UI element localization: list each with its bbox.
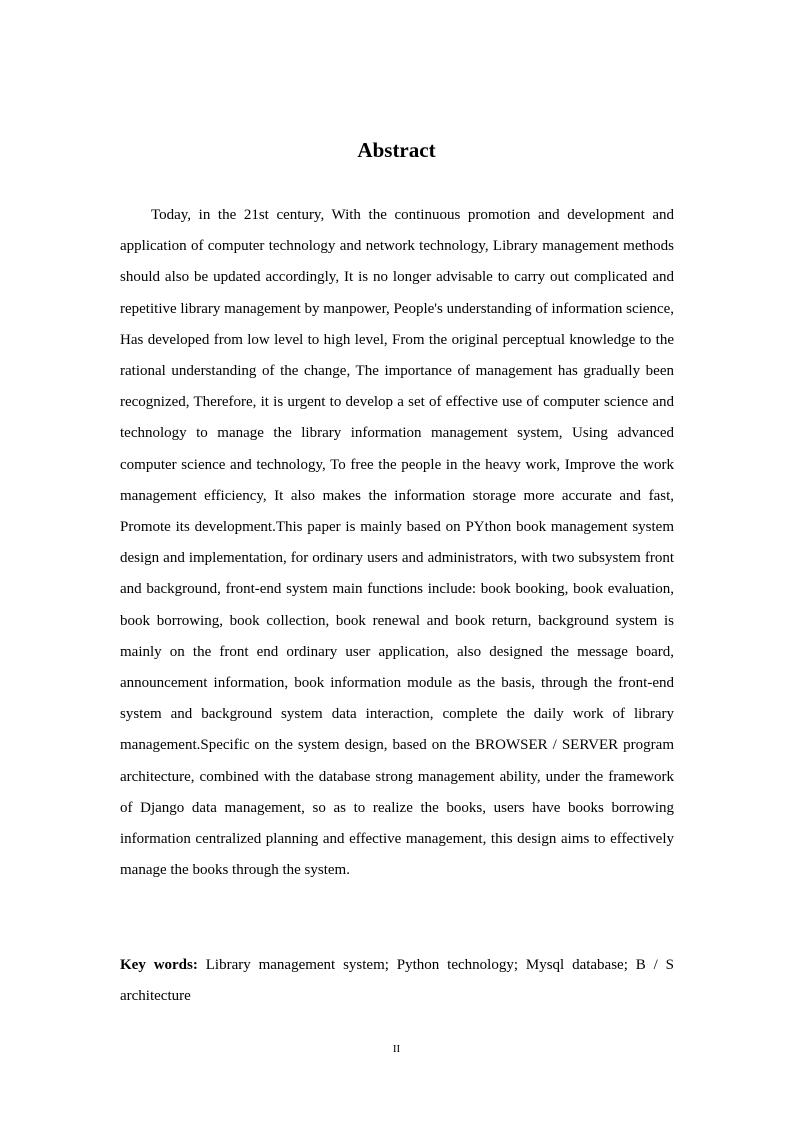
keywords-label: Key words:: [120, 957, 198, 973]
page-number: II: [392, 1043, 401, 1055]
keywords-text: Library management system; Python technology; Mysql database; B / S architecture: [120, 957, 675, 1005]
abstract-body: Today, in the 21st century, With the continuous promotion and development and application of computer technology and network technology, Library management methods should also be updated accordingly, It is no longer advisable to carry out complicated and repetitive library management by manpower, People's understanding of information science, Has developed from low level to high level, From the original perceptual knowledge to the rational understanding of the change, The importance of management has gradually been recognized, Therefore, it is urgent to develop a set of effective use of computer science and technology to manage the library information management system, Using advanced computer science and technology, To free the people in the heavy work, Improve the work management efficiency, It also makes the information storage more accurate and fast, Promote its development.This paper is mainly based on PYthon book management system design and implementation, for ordinary users and administrators, with two subsystem front and background, front-end system main functions include: book booking, book evaluation, book borrowing, book collection, book renewal and book return, background system is mainly on the front end ordinary user application, also designed the message board, announcement information, book information module as the basis, through the front-end system and background system data interaction, complete the daily work of library management.Specific on the system design, based on the BROWSER / SERVER program architecture, combined with the database strong management ability, under the framework of Django data management, so as to realize the books, users have books borrowing information centralized planning and effective management, this design aims to effectively manage the books through the system.: [120, 207, 675, 879]
abstract-title: Abstract: [357, 138, 436, 162]
keywords-paragraph: [120, 950, 674, 1012]
